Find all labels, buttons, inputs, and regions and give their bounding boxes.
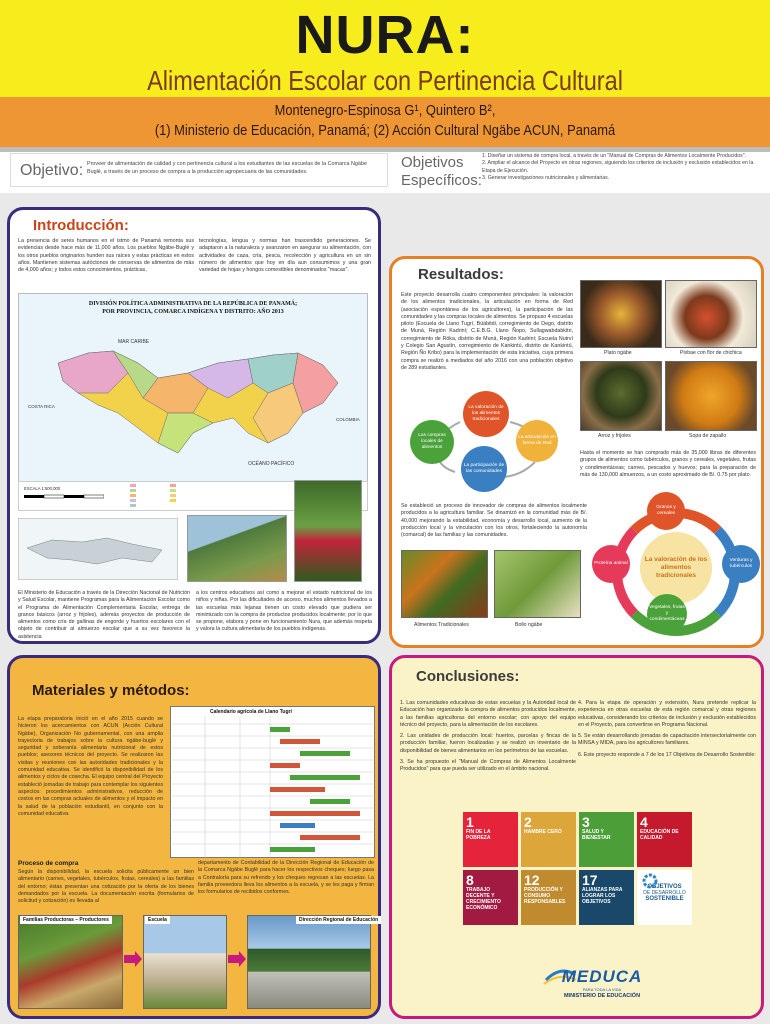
calendar-title: Calendario agrícola de Llano Tugrí <box>210 709 292 715</box>
materials-text-3: departamento de Contabilidad de la Dirección Regional de Educación de la Comarca Ngäbe Buglé para hacer los respectivos cheques; luego pasa a Contraloría para su refrendo y los cheques regresan a las escuelas. La familia proveedora lleva los alimentos a la escuela, y se les paga y firman los formularios de recibidos conformes. <box>198 860 374 896</box>
conclusion-item: 5. Se están desarrollando jornadas de capacitación intersectorialmente con MINSA y MIDA, para los agricultores familiares. <box>578 733 756 747</box>
photo-pixbae <box>665 280 757 348</box>
conclusion-item: 3. Se ha propuesto el "Manual de Compras de Alimentos Localmente Producidos" para que pueda ser utilizado en el ámbito nacional. <box>400 759 576 773</box>
objective-item: 1. Diseñar un sistema de compra local, a través de un "Manual de Compras de Alimentos Localmente Producidos". <box>482 153 747 159</box>
poster-subtitle: Alimentación Escolar con Pertinencia Cultural <box>147 65 623 96</box>
intro-text-col1: La presencia de seres humanos en el istmo de Panamá remonta sus evidencias desde hace más de 11,000 años. Los pueblos Ngäbe-Buglé y los otros pueblos originarios hunden sus raíces y estas prácticas en estos años. Mantienen sistemas autóctonos de conservas de alimentos de más de 4,000 años; y todos estos conocimientos, prácticas, <box>18 238 194 274</box>
map-label-colombia: COLOMBIA <box>336 417 360 422</box>
sdg-logo-line3: SOSTENIBLE <box>645 896 684 902</box>
sdg-label: EDUCACIÓN DE CALIDAD <box>640 829 679 841</box>
map-shape <box>18 293 368 481</box>
conclusion-item: 1. Las comunidades educativas de estas escuelas y la Autoridad local de Educación han organizado la compra de alimentos producidos localmente, a las familias agricultoras del entorno escolar; con apoyo del equipo técnico del proyecto, para la alimentación de los escolares. <box>400 700 576 728</box>
caption-alimentos: Alimentos Tradicionales <box>414 622 469 628</box>
sdg-label: SALUD Y BIENESTAR <box>582 829 611 841</box>
wheel-center: La valoración de los alimentos tradicionales <box>640 532 712 604</box>
sdg-number: 17 <box>582 872 598 888</box>
sdg-17-icon <box>579 870 634 925</box>
wheel-vegetales: Vegetales, frutas y condimentáceas <box>647 594 687 634</box>
cycle-articulacion: La articulación en forma de Red <box>516 420 558 462</box>
objective-item: 2. Ampliar el alcance del Proyecto en otras regiones, siguiendo los criterios de inclusión y exclusión establecidos en la Etapa de Ejecución. <box>482 160 754 174</box>
sdg-logo-line1: OBJETIVOS <box>647 884 682 890</box>
sdg-1-icon <box>463 812 518 867</box>
wheel-proteina: Proteína animal <box>592 545 630 583</box>
sdg-3-icon <box>579 812 634 867</box>
intro-title: Introducción: <box>33 217 129 234</box>
poster-title: NURA: <box>295 5 475 65</box>
wheel-granos: Granos y cereales <box>647 492 685 530</box>
sdg-2-icon <box>521 812 576 867</box>
caption-bollo: Bollo ngäbe <box>515 622 543 628</box>
specific-objectives-list <box>482 153 764 183</box>
caption-sopa: Sopa de zapallo <box>689 433 727 439</box>
sdg-label: HAMBRE CERO <box>524 829 562 835</box>
sdg-wheel-icon <box>642 873 658 889</box>
photo-arroz <box>580 361 662 431</box>
label-escuela: Escuela <box>145 916 170 924</box>
conclusions-right <box>578 700 756 759</box>
caption-arroz: Arroz y frijoles <box>598 433 631 439</box>
sdg-number: 2 <box>524 814 532 830</box>
sdg-number: 12 <box>524 872 540 888</box>
wheel-verduras: Verduras y tubérculos <box>722 545 760 583</box>
cycle-participacion: La participación de las comunidades <box>461 446 507 492</box>
conclusion-item: 4. Para la etapa de operación y extensión, Nura pretende replicar la experiencia en otras escuelas de esta región comarcal y otras regiones educativas, considerando los criterios de inclusión y exclusión establecidos en el Proyecto, para convertirse en Programa Nacional. <box>578 700 756 728</box>
photo-plato-ngabe <box>580 280 662 348</box>
specific-objectives-label-2: Específicos: <box>401 172 482 189</box>
meduca-logo: MEDUCA <box>561 967 643 986</box>
photo-alimentos <box>401 550 488 618</box>
sdg-number: 8 <box>466 872 474 888</box>
materials-text-1: La etapa preparatoria inició en el año 2015 cuando se hicieron los acercamientos con ACUN (Acción Cultural Ngäbe), Organización No gubernamental, con una amplia trayectoria de trabajos sobre la cultura ngäbe-buglé y seguridad y soberanía alimentaria nutricional de estos pueblos; asesores técnicos del proyecto. Se realizaron las visitas y reuniones con las autoridades tradicionales y la comunidad educativa. Se identificó la disponibilidad de los alimentos y ciclos de cosecha. El equipo central del Proyecto estableció jornadas de trabajo para contemplar los siguientes aspectos: procedimientos administrativos, reducción de costos en las compras actuales de alimentos y el impacto en la salud de la población estudiantil, en conjunto con la comunidad educativa. <box>18 716 163 817</box>
cycle-valoracion: La valoración de los alimentos tradicionales <box>463 391 509 437</box>
meduca-tag: PARA TODA LA VIDA <box>582 987 622 992</box>
sdg-number: 1 <box>466 814 474 830</box>
sdg-label: PRODUCCIÓN Y CONSUMO RESPONSABLES <box>524 887 566 905</box>
minimap-shape <box>22 528 172 576</box>
photo-familias <box>18 915 123 1009</box>
photo-sopa <box>665 361 757 431</box>
legend-swatches <box>130 484 240 510</box>
sdg-8-icon <box>463 870 518 925</box>
meduca-subtitle: MINISTERIO DE EDUCACIÓN <box>563 993 641 999</box>
sdg-4-icon <box>637 812 692 867</box>
purchase-subhead: Proceso de compra <box>18 860 79 867</box>
sdg-label: FIN DE LA POBREZA <box>466 829 491 841</box>
sdg-label: TRABAJO DECENTE Y CRECIMIENTO ECONÓMICO <box>466 887 501 911</box>
results-text-3: Se estableció un proceso de innovador de compras de alimentos localmente producidos a la agricultura familiar. Se dinamizó en la comunidad más de B/. 40,000 mejorando la estabilidad, economía y desarrollo local, aumento de la producción local y la vinculación con los otros, fortaleciendo la autonomía (comarcal) de las familias y las comunidades. <box>401 503 587 539</box>
ngabe-painting <box>294 480 362 582</box>
sdg-logo <box>637 870 692 925</box>
sdg-number: 3 <box>582 814 590 830</box>
photo-escuela <box>143 915 227 1009</box>
materials-title: Materiales y métodos: <box>32 682 190 699</box>
map-scale: ESCALA 1:500,000 <box>24 486 61 491</box>
label-familias: Familias Productoras – Productores <box>20 916 112 924</box>
caption-pixbae: Pixbae con flor de chichica <box>680 350 742 356</box>
results-title: Resultados: <box>418 266 504 283</box>
specific-objectives-label-1: Objetivos <box>401 154 464 171</box>
conclusion-item: 2. Las unidades de producción local: huertos, parcelas y fincas de la producción familiar, fueron localizadas y se realizó un inventario de la disponibilidad de bienes alimentarios en los perímetros de las escuelas. <box>400 733 576 754</box>
photo-direccion <box>247 915 371 1009</box>
caption-plato: Plato ngäbe <box>604 350 632 356</box>
affiliations: (1) Ministerio de Educación, Panamá; (2) Acción Cultural Ngäbe ACUN, Panamá <box>154 122 616 139</box>
scale-bar <box>24 494 104 500</box>
authors: Montenegro-Espinosa G¹, Quintero B², <box>274 102 496 119</box>
map-subtitle: POR PROVINCIA, COMARCA INDÍGENA Y DISTRITO: AÑO 2013 <box>102 309 284 315</box>
materials-text-2: Según la disponibilidad, la escuela solicita públicamente un bien alimentario (carnes, vegetales, tubérculos, frutas, cereales) a las familias del entorno; éstas presentan una cotización por la oferta de los bienes demandados por la escuela. La documentación escrita (formularios de solicitud y cotización) es llevada al <box>18 869 194 905</box>
arrow-right-icon <box>123 950 143 968</box>
objective-item: 3. Generar investigaciones nutricionales y alimentarias. <box>482 175 610 182</box>
intro-bottom-col1: El Ministerio de Educación a través de la Dirección Nacional de Nutrición y Salud Escolar, mantiene Programas para la Alimentación Escolar como el Programa de Alimentación Complementaria Escolar, entrega de granos básicos (arroz y frijoles), además proyectos de producción de alimentos como cría de gallinas de engorde y huertos escolares con el objeto de contribuir al almuerzo escolar que a su vez favorece la asistencia <box>18 590 190 640</box>
map-label-costa-rica: COSTA RICA <box>28 404 55 409</box>
map-label-caribe: MAR CARIBE <box>118 339 150 345</box>
divider-strip <box>0 147 770 152</box>
calendar-grid <box>170 716 375 858</box>
objective-text: Proveer de alimentación de calidad y con pertinencia cultural a los estudiantes de las escuelas de la Comarca Ngäbe Buglé, a través de un proceso de compra a la producción agropecuaria de las comunidades. <box>87 161 367 175</box>
sdg-logo-line2: DE DESARROLLO <box>643 890 686 896</box>
arrow-right-icon <box>227 950 247 968</box>
photo-bollo <box>494 550 581 618</box>
intro-text-col2: tecnologías, lengua y normas han trascendido generaciones. Se adaptaron a la naturaleza y avanzaron en asegurar su alimentación, con actividades de caza, cría, pesca, recolección y agricultura en un sin número de alimentos que hoy en día aun consumimos y una gran variedad de hojas y hongos comestibles denominados "macas". <box>199 238 371 274</box>
sdg-number: 4 <box>640 814 648 830</box>
sdg-label: ALIANZAS PARA LOGRAR LOS OBJETIVOS <box>582 887 623 905</box>
map-label-pacifico: OCÉANO PACÍFICO <box>248 461 295 467</box>
objective-label: Objetivo: <box>20 162 84 179</box>
conclusion-item: 6. Este proyecto responde a 7 de los 17 Objetivos de Desarrollo Sostenible: <box>578 751 756 758</box>
specific-objectives-label <box>401 154 482 190</box>
label-direccion: Dirección Regional de Educación <box>296 916 381 924</box>
conclusions-title: Conclusiones: <box>416 668 520 685</box>
results-text-2: Hasta el momento se han comprado más de 35,000 libras de diferentes grupos de alimentos como tubérculos, granos y cereales, vegetales, frutas y condimentáceas; carnes, pescados y huevos; para la preparación de más de 130,000 almuerzos, a un costo aproximado de B/. 0.75 por plato. <box>580 450 756 478</box>
cycle-compras: Las compras locales de alimentos <box>410 420 454 464</box>
sdg-12-icon <box>521 870 576 925</box>
conclusions-left <box>400 700 576 774</box>
mountain-photo <box>187 515 287 582</box>
intro-bottom-col2: a los centros educativos así como a mejorar el estado nutricional de los niños y niñas. Por las dificultades de acceso, muchos alimentos llevados a las escuelas más lejanas tienen un costo elevado que pudiera ser minimizado con la compra de productos producidos localmente; por lo que se propone, elabora y pone en funcionamiento Nura, que además respeta y valora la cultura alimentaria de los pueblos indígenas. <box>196 590 372 633</box>
map-title: DIVISIÓN POLÍTICA ADMINISTRATIVA DE LA REPÚBLICA DE PANAMÁ; <box>88 301 298 307</box>
results-text-1: Este proyecto desarrolla cuatro componentes principales: la valoración de los alimentos tradicionales, la articulación en forma de Red (asociación espontánea de los agricultores), la participación de las comunidades y las compras locales de alimentos. Se propuso 4 escuelas piloto (Escuela de Llano Tugrí, Büäbitdi, corregimiento de Dego, distrito de Muná, Región Kadriní; C.E.B.G. Llano Ñopo, Sullagwabdabkitri, corregimiento de Röka, distrito de Muná, Región Kadriní; Escuela Nutrví y Colegio San Agustín, corregimiento de Kankintú, distrito de Kankintú, Región Ño Kribo) para la implementación de esta iniciativa, cuya primera compra se realizó a mediados del año 2016 con una población objetivo de 289 estudiantes. <box>401 292 573 371</box>
